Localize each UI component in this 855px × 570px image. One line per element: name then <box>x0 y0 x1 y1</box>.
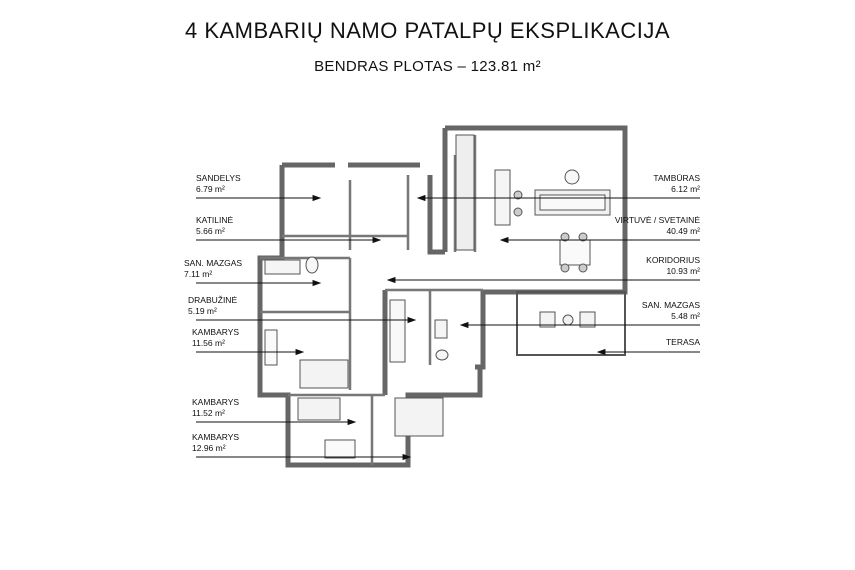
room-name: TERASA <box>665 337 700 347</box>
room-name: KAMBARYS <box>192 397 240 407</box>
room-name: VIRTUVĖ / SVETAINĖ <box>614 215 700 225</box>
room-label-drabuzine <box>188 295 237 317</box>
room-name: TAMBŪRAS <box>653 173 700 183</box>
kitchen-counter <box>456 135 474 250</box>
room-name: KAMBARYS <box>192 432 240 442</box>
room-name: SAN. MAZGAS <box>184 258 243 268</box>
page-title: 4 KAMBARIŲ NAMO PATALPŲ EKSPLIKACIJA <box>184 18 671 43</box>
total-area-subtitle: BENDRAS PLOTAS – 123.81 m² <box>314 58 541 75</box>
bed-room-3 <box>395 398 443 436</box>
room-name: KAMBARYS <box>192 327 240 337</box>
room-label-san-mazgas-right <box>642 300 700 322</box>
room-label-kambarys-3 <box>192 432 239 454</box>
bathtub <box>265 260 300 274</box>
room-area: 7.11 m² <box>184 269 213 279</box>
room-area: 40.49 m² <box>666 226 700 236</box>
room-name: DRABUŽINĖ <box>188 295 238 305</box>
kitchen-island <box>495 170 510 225</box>
room-label-koridorius <box>646 255 700 277</box>
room-label-terasa <box>666 337 700 348</box>
room-area: 11.56 m² <box>192 338 225 348</box>
room-area: 12.96 m² <box>192 443 226 453</box>
room-label-sandelys <box>196 173 241 195</box>
room-area: 5.19 m² <box>188 306 217 316</box>
room-label-virtuve-svetaine <box>615 215 700 237</box>
bed-room-2 <box>298 398 340 420</box>
room-area: 5.66 m² <box>196 226 225 236</box>
room-area: 5.48 m² <box>671 311 700 321</box>
room-area: 10.93 m² <box>666 266 700 276</box>
room-area: 6.12 m² <box>671 184 700 194</box>
interior-walls <box>260 135 483 465</box>
bed-room-1 <box>300 360 348 388</box>
plant <box>565 170 579 184</box>
room-name: SANDELYS <box>196 173 241 183</box>
room-label-katiline <box>196 215 233 237</box>
room-label-san-mazgas-left <box>184 258 242 280</box>
room-label-tamburas <box>653 173 700 195</box>
room-name: SAN. MAZGAS <box>641 300 700 310</box>
room-area: 11.52 m² <box>192 408 225 418</box>
room-name: KATILINĖ <box>196 215 234 225</box>
room-label-kambarys-2 <box>192 397 239 419</box>
room-area: 6.79 m² <box>196 184 225 194</box>
room-label-kambarys-1 <box>192 327 239 349</box>
room-name: KORIDORIUS <box>646 255 700 265</box>
dining-table <box>560 240 590 265</box>
